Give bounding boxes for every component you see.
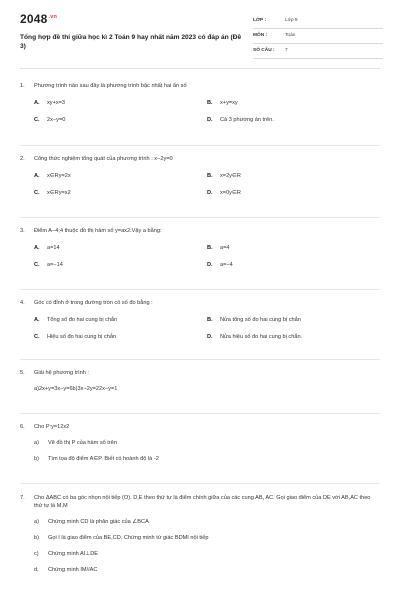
- question-4: [20, 290, 380, 360]
- option-b[interactable]: B. x=2y∈R: [207, 173, 241, 179]
- option-d[interactable]: D. Cả 3 phương án trên.: [207, 117, 274, 123]
- option-grid: [34, 235, 380, 269]
- sub-question-a: a) Chứng minh CD là phân giác của ∠BCA: [34, 519, 149, 525]
- question-2: [20, 146, 380, 218]
- question-number: 3.: [20, 228, 25, 234]
- option-a[interactable]: A. Tổng số đo hai cung bị chắn: [34, 317, 118, 323]
- question-1: [20, 73, 380, 146]
- question-list: [20, 73, 380, 599]
- meta-label: LỚP :: [253, 18, 267, 23]
- meta-value: 7: [285, 48, 288, 53]
- option-b[interactable]: B. a=4: [207, 245, 230, 251]
- option-grid: [34, 90, 380, 124]
- logo-suffix: .vn: [48, 14, 58, 20]
- question-number: 1.: [20, 83, 25, 89]
- option-grid: [34, 307, 380, 341]
- meta-row-subject: [253, 29, 383, 44]
- question-text: Công thức nghiệm tổng quát của phương trình : x−2y=0: [34, 156, 173, 162]
- question-text: Điểm A−4;4 thuộc đồ thị hàm số y=ax2.Vậy a bằng:: [34, 228, 162, 234]
- option-d[interactable]: D. a=−4: [207, 262, 233, 268]
- question-3: [20, 218, 380, 290]
- sub-question-d: d, Chứng minh IM//AC: [34, 567, 98, 573]
- site-logo[interactable]: [20, 12, 57, 26]
- question-text: Góc có đỉnh ở trong đường tròn có số đo bằng :: [34, 300, 153, 306]
- meta-label: MÔN :: [253, 33, 268, 38]
- question-number: 4.: [20, 300, 25, 306]
- option-b[interactable]: B. Nửa tổng số đo hai cung bị chắn: [207, 317, 301, 323]
- option-b[interactable]: B. x+y=xy: [207, 100, 238, 106]
- sub-question-b: b) Tìm tọa độ điểm A∈P. Biết có hoành độ là -2: [34, 456, 159, 462]
- header: [0, 0, 400, 62]
- question-number: 2.: [20, 156, 25, 162]
- meta-row-class: [253, 14, 383, 29]
- option-d[interactable]: D. Nửa hiệu số đo hai cung bị chắn.: [207, 334, 303, 340]
- page-title: Tổng hợp đề thi giữa học kì 2 Toán 9 hay nhất năm 2023 có đáp án (Đề 3): [20, 34, 242, 50]
- sub-question-a: a) Vẽ đồ thị P của hàm số trên: [34, 440, 117, 446]
- meta-row-count: [253, 44, 383, 59]
- question-6: [20, 414, 380, 484]
- question-text: Cho P:y=12x2: [34, 424, 70, 430]
- meta-table: [253, 14, 383, 59]
- option-c[interactable]: C. Hiệu số đo hai cung bị chắn: [34, 334, 117, 340]
- question-text: Giải hệ phương trình :: [34, 370, 89, 376]
- option-c[interactable]: C. a=−14: [34, 262, 63, 268]
- option-a[interactable]: A. x∈Ry=2x: [34, 173, 71, 179]
- question-number: 7.: [20, 495, 25, 501]
- header-divider: [20, 68, 380, 69]
- question-5: [20, 360, 380, 414]
- meta-value: Toán: [285, 33, 296, 38]
- question-text: Phương trình nào sau đây là phương trình bậc nhất hai ẩn số: [34, 83, 187, 89]
- question-text: Cho ΔABC có ba góc nhọn nội tiếp (O). D,E theo thứ tự là điểm chính giữa của các cung AB, AC. Gọi giao điểm của DE với AB,AC theo thứ tự là M,M: [34, 495, 371, 509]
- option-a[interactable]: A. xy+x=3: [34, 100, 66, 106]
- meta-value: Lớp 9: [285, 18, 298, 23]
- logo-text: 2048: [20, 12, 48, 26]
- sub-question-b: b) Gọi I là giao điểm của BE,CD. Chứng minh tứ giác BDMI nội tiếp: [34, 535, 209, 541]
- question-number: 6.: [20, 424, 25, 430]
- option-d[interactable]: D. x=0y∈R: [207, 190, 241, 196]
- option-a[interactable]: A. a=14: [34, 245, 60, 251]
- option-c[interactable]: C. x∈Ry=x2: [34, 190, 71, 196]
- question-7: [20, 484, 380, 599]
- meta-label: SỐ CÂU :: [253, 48, 275, 53]
- option-grid: [34, 163, 380, 197]
- sub-question-c: c) Chứng minh AI⊥DE: [34, 551, 98, 557]
- option-c[interactable]: C. 2x−y=0: [34, 117, 66, 123]
- sub-question: a)2x+y=3x−y=6b)3x−2y=22x−y=1: [34, 386, 118, 392]
- question-number: 5.: [20, 370, 25, 376]
